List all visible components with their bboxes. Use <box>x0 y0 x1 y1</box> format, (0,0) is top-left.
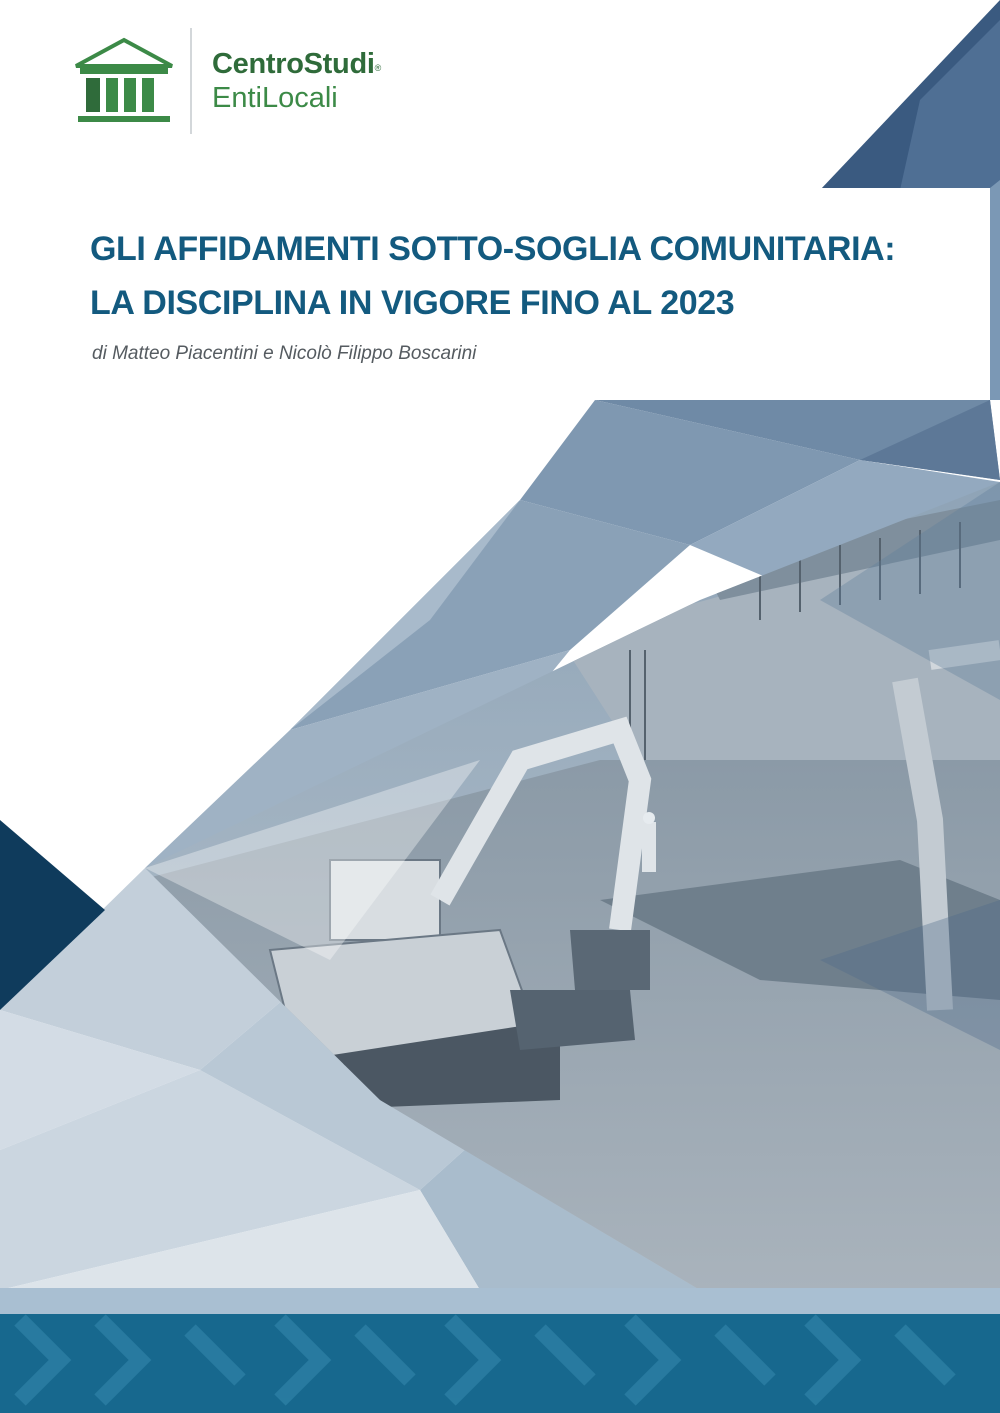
logo-name-text: CentroStudi <box>212 48 375 80</box>
logo-divider <box>190 28 192 134</box>
temple-logo-icon <box>72 36 176 126</box>
title-panel <box>70 188 990 400</box>
bottom-light-strip <box>0 1288 1000 1314</box>
publisher-logo <box>72 28 492 136</box>
logo-name <box>212 48 381 80</box>
registered-mark: ® <box>374 63 381 73</box>
title-line-1: GLI AFFIDAMENTI SOTTO-SOGLIA COMUNITARIA: <box>90 230 896 268</box>
bottom-pattern-band <box>0 1314 1000 1413</box>
authors-line: di Matteo Piacentini e Nicolò Filippo Boscarini <box>92 343 477 364</box>
document-title <box>90 222 980 330</box>
logo-subname: EntiLocali <box>212 82 338 114</box>
title-line-2: LA DISCIPLINA IN VIGORE FINO AL 2023 <box>90 284 735 322</box>
